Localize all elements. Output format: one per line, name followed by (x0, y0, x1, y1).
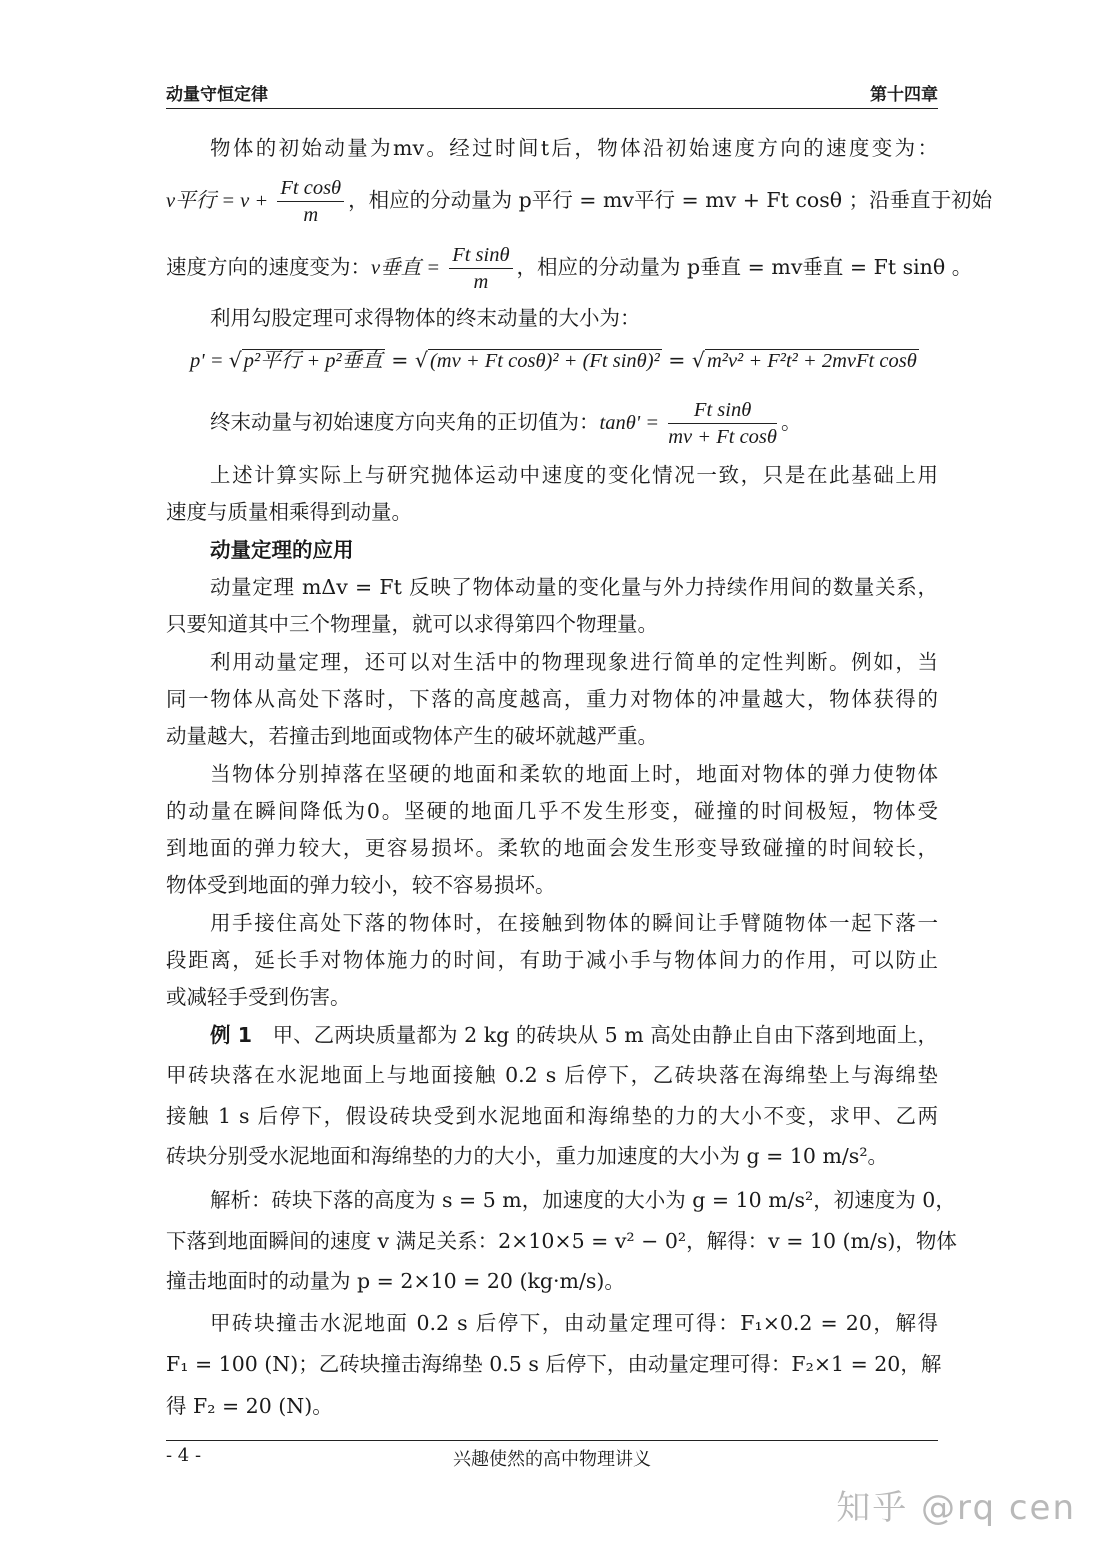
solution-line: 撞击地面时的动量为 p = 2×10 = 20 (kg·m/s)。 (166, 1269, 625, 1293)
eq-lhs: tanθ' = (599, 412, 665, 434)
fraction-numerator: Ft cosθ (277, 175, 344, 202)
paragraph-line: 利用动量定理，还可以对生活中的物理现象进行简单的定性判断。例如，当 (210, 650, 938, 674)
solution-line: 下落到地面瞬间的速度 v 满足关系：2×10×5 = v² − 0²，解得：v = 10 (m/s)，物体 (166, 1229, 957, 1253)
paragraph-line: 只要知道其中三个物理量，就可以求得第四个物理量。 (166, 612, 658, 636)
fraction (277, 175, 344, 228)
text-run: ，相应的分动量为 p垂直 = mv垂直 = Ft sinθ 。 (516, 255, 973, 279)
paragraph-line: 上述计算实际上与研究抛体运动中速度的变化情况一致，只是在此基础上用 (210, 463, 938, 487)
solution-line: 解析：砖块下落的高度为 s = 5 m，加速度的大小为 g = 10 m/s²，初速度为 0， (210, 1188, 956, 1212)
page-header (166, 78, 938, 109)
page-footer (166, 1440, 938, 1470)
section-heading: 动量定理的应用 (210, 538, 354, 562)
text-run: 速度方向的速度变为： (166, 255, 371, 279)
header-chapter-number: 第十四章 (870, 85, 938, 105)
text-run: 。 (780, 410, 802, 434)
header-chapter-title: 动量守恒定律 (166, 85, 268, 105)
footer-title: 兴趣使然的高中物理讲义 (453, 1449, 651, 1470)
paragraph-line: 的动量在瞬间降低为0。坚硬的地面几乎不发生形变，碰撞的时间极短，物体受 (166, 799, 938, 823)
radicand: (mv + Ft cosθ)² + (Ft sinθ)² (429, 350, 660, 372)
solution-line: F₁ = 100 (N)；乙砖块撞击海绵垫 0.5 s 后停下，由动量定理可得：F₂×1 = 20，解 (166, 1352, 942, 1376)
eq-lhs: v平行 = v + (166, 190, 274, 212)
text-run: 甲、乙两块质量都为 2 kg 的砖块从 5 m 高处由静止自由下落到地面上， (272, 1023, 938, 1047)
page-number: - 4 - (166, 1445, 202, 1466)
radicand: p²平行 + p²垂直 (243, 350, 383, 372)
paragraph-line: 速度与质量相乘得到动量。 (166, 500, 412, 524)
paragraph-line: 段距离，延长手对物体施力的时间，有助于减小手与物体间力的作用，可以防止 (166, 948, 938, 972)
fraction-denominator: mv + Ft cosθ (668, 426, 777, 448)
radicand: m²v² + F²t² + 2mvFt cosθ (707, 350, 917, 372)
eq-rhs-text: ，相应的分动量为 p平行 = mv平行 = mv + Ft cosθ ；沿垂直于初始 (348, 188, 993, 212)
fraction (449, 242, 512, 295)
equation-parallel-velocity (166, 170, 993, 230)
example-line: 接触 1 s 后停下，假设砖块受到水泥地面和海绵垫的力的大小不变，求甲、乙两 (166, 1104, 938, 1128)
paragraph-line: 用手接住高处下落的物体时，在接触到物体的瞬间让手臂随物体一起下落一 (210, 911, 938, 935)
equation-tangent (210, 392, 938, 452)
paragraph-line: 到地面的弹力较大，更容易损坏。柔软的地面会发生形变导致碰撞的时间较长， (166, 836, 938, 860)
fraction-denominator: m (303, 204, 319, 226)
equation-final-momentum: p' = √p²平行 + p²垂直 = √(mv + Ft cosθ)² + (Ft sinθ)² = √m²v² + F²t² + 2mvFt cosθ (190, 348, 917, 372)
paragraph-line: 动量定理 mΔv = Ft 反映了物体动量的变化量与外力持续作用间的数量关系， (210, 575, 938, 599)
solution-line: 甲砖块撞击水泥地面 0.2 s 后停下，由动量定理可得：F₁×0.2 = 20，解得 (210, 1311, 938, 1335)
fraction-denominator: m (473, 271, 489, 293)
solution-line: 得 F₂ = 20 (N)。 (166, 1394, 333, 1418)
paragraph-line: 物体受到地面的弹力较小，较不容易损坏。 (166, 873, 556, 897)
fraction-numerator: Ft sinθ (668, 397, 777, 424)
fraction (668, 397, 777, 450)
example-line: 砖块分别受水泥地面和海绵垫的力的大小，重力加速度的大小为 g = 10 m/s²。 (166, 1144, 889, 1168)
equation-perpendicular-velocity (166, 237, 973, 297)
example-label: 例 1 (210, 1023, 253, 1047)
paragraph-line: 动量越大，若撞击到地面或物体产生的破坏就越严重。 (166, 724, 658, 748)
paragraph-line: 物体的初始动量为mv。经过时间t后，物体沿初始速度方向的速度变为： (210, 136, 938, 160)
text-run: 终末动量与初始速度方向夹角的正切值为： (210, 410, 600, 434)
eq-lhs: p' = (190, 350, 229, 372)
fraction-numerator: Ft sinθ (449, 242, 512, 269)
eq-lhs: v垂直 = (371, 257, 446, 279)
watermark: 知乎 @rq cen (836, 1488, 1076, 1528)
paragraph-line: 当物体分别掉落在坚硬的地面和柔软的地面上时，地面对物体的弹力使物体 (210, 762, 938, 786)
example-line: 甲砖块落在水泥地面上与地面接触 0.2 s 后停下，乙砖块落在海绵垫上与海绵垫 (166, 1063, 938, 1087)
example-line (210, 1020, 938, 1056)
paragraph-line: 或减轻手受到伤害。 (166, 985, 351, 1009)
paragraph-line: 利用勾股定理可求得物体的终末动量的大小为： (210, 306, 641, 330)
paragraph-line: 同一物体从高处下落时，下落的高度越高，重力对物体的冲量越大，物体获得的 (166, 687, 938, 711)
